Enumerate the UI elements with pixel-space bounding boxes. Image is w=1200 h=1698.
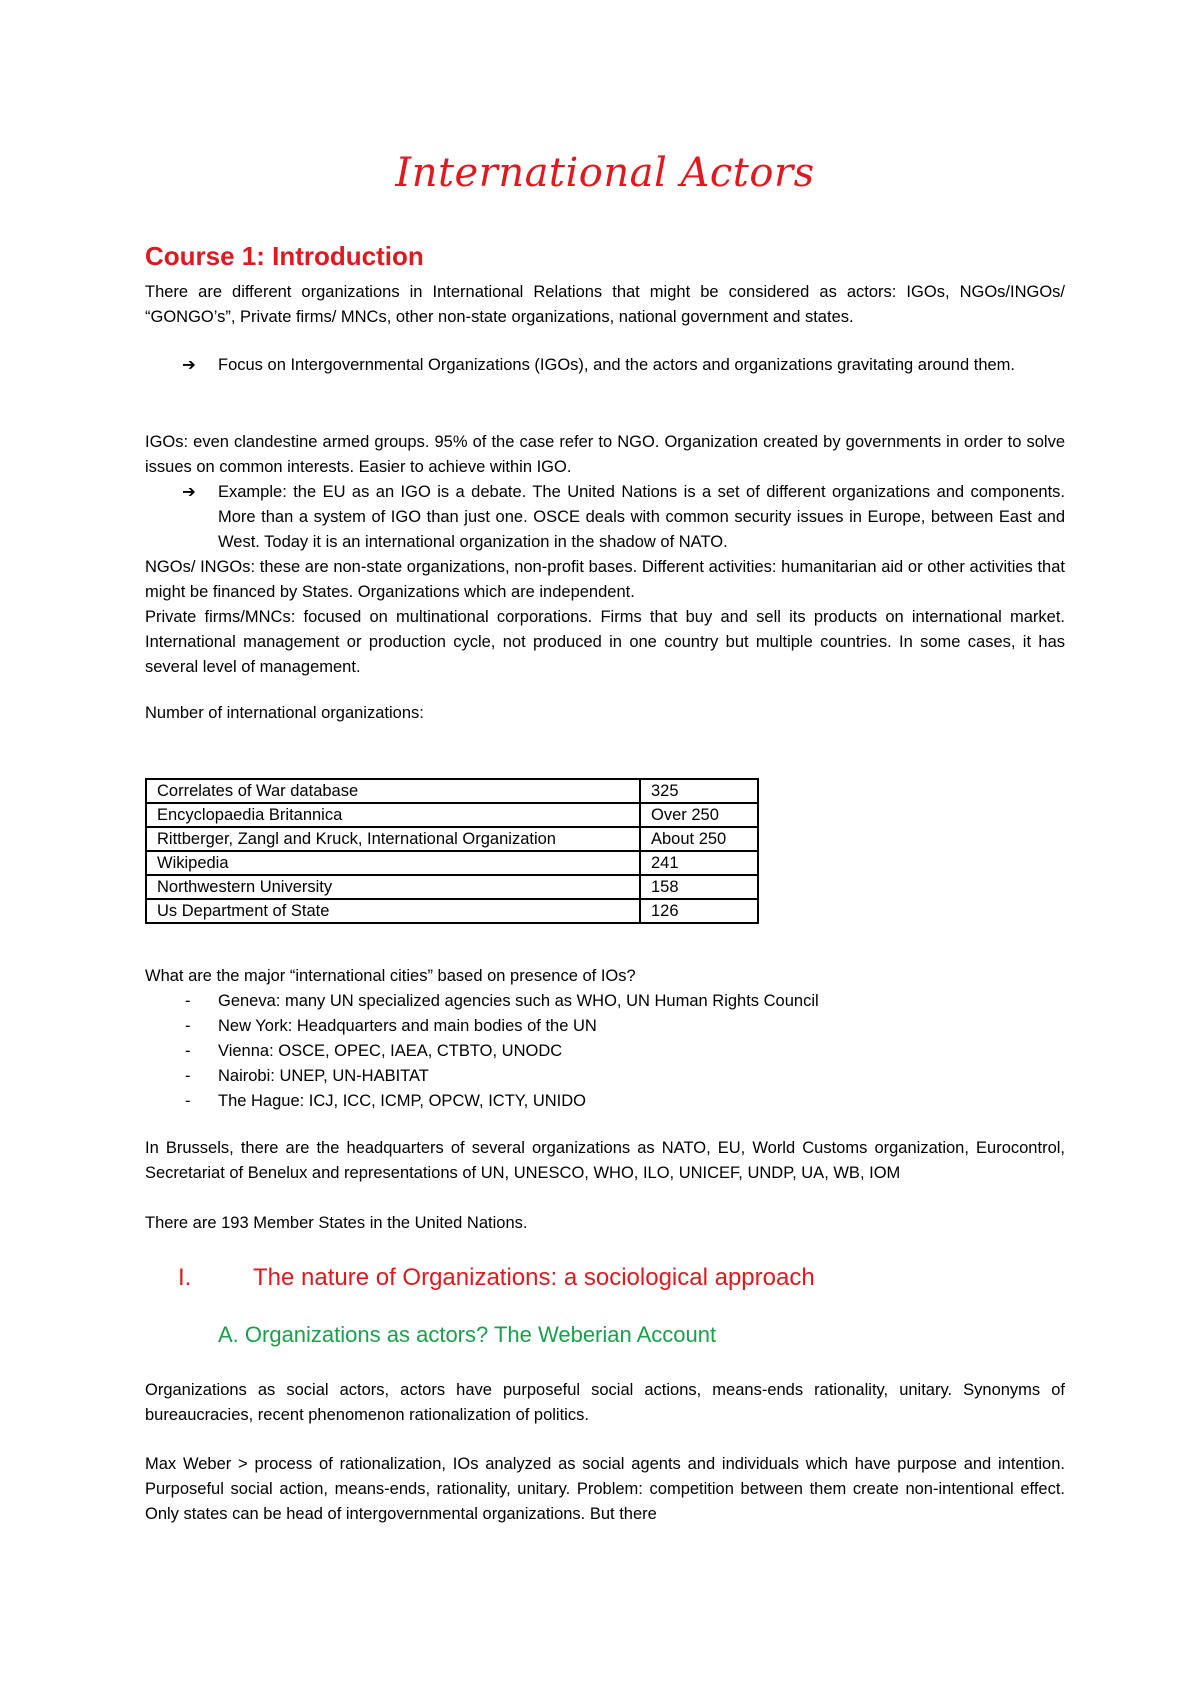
list-item	[145, 1064, 1065, 1089]
member-states-line: There are 193 Member States in the United Nations.	[145, 1214, 528, 1232]
table-cell-source: Rittberger, Zangl and Kruck, International Organization	[146, 827, 640, 851]
subsection-heading: A. Organizations as actors? The Weberian Account	[218, 1322, 717, 1347]
list-item-text: Geneva: many UN specialized agencies such as WHO, UN Human Rights Council	[218, 992, 819, 1010]
table-cell-source: Encyclopaedia Britannica	[146, 803, 640, 827]
igo-paragraph: IGOs: even clandestine armed groups. 95% of the case refer to NGO. Organization created by governments in order to solve issues on common interests. Easier to achieve within IGO.	[145, 433, 1065, 476]
actors-paragraph: Organizations as social actors, actors have purposeful social actions, means-ends rationality, unitary. Synonyms of bureaucracies, recent phenomenon rationalization of politics.	[145, 1381, 1065, 1424]
section-title: The nature of Organizations: a sociological approach	[253, 1264, 815, 1291]
table-row	[146, 899, 758, 923]
list-item	[145, 989, 1065, 1014]
arrow-icon: ➔	[182, 483, 196, 501]
table-cell-count: About 250	[640, 827, 758, 851]
list-item	[145, 1014, 1065, 1039]
list-item-text: New York: Headquarters and main bodies of the UN	[218, 1017, 597, 1035]
table-cell-count: 158	[640, 875, 758, 899]
table-cell-count: 126	[640, 899, 758, 923]
table-cell-count: 241	[640, 851, 758, 875]
cities-question: What are the major “international cities” based on presence of IOs?	[145, 967, 636, 985]
table-row	[146, 851, 758, 875]
table-cell-source: Us Department of State	[146, 899, 640, 923]
intro-bullet	[182, 353, 1065, 378]
table-cell-source: Northwestern University	[146, 875, 640, 899]
weber-paragraph: Max Weber > process of rationalization, IOs analyzed as social agents and individuals which have purpose and intention. Purposeful social action, means-ends, rationality, unitary. Problem: competition between them create non-intentional effect. Only states can be head of intergovernmental organizations. But there	[145, 1455, 1065, 1523]
document-title: International Actors	[395, 150, 815, 196]
table-row	[146, 875, 758, 899]
intro-bullet-text: Focus on Intergovernmental Organizations (IGOs), and the actors and organizations gravitating around them.	[218, 356, 1016, 374]
list-item-text: Vienna: OSCE, OPEC, IAEA, CTBTO, UNODC	[218, 1042, 563, 1060]
table-row	[146, 803, 758, 827]
table-row	[146, 779, 758, 803]
course-heading: Course 1: Introduction	[145, 241, 424, 271]
dash-bullet: -	[185, 1042, 191, 1060]
ngo-paragraph: NGOs/ INGOs: these are non-state organizations, non-profit bases. Different activities: humanitarian aid or other activities that might be financed by States. Organizations which are independent.	[145, 558, 1065, 601]
list-item	[145, 1089, 1065, 1114]
brussels-paragraph: In Brussels, there are the headquarters of several organizations as NATO, EU, World Customs organization, Eurocontrol, Secretariat of Benelux and representations of UN, UNESCO, WHO, ILO, UNICEF, UNDP, UA, WB, IOM	[145, 1139, 1065, 1182]
dash-bullet: -	[185, 1092, 191, 1110]
table-cell-source: Correlates of War database	[146, 779, 640, 803]
dash-bullet: -	[185, 992, 191, 1010]
arrow-icon: ➔	[182, 356, 196, 374]
section-number: I.	[178, 1264, 192, 1291]
mnc-paragraph: Private firms/MNCs: focused on multinational corporations. Firms that buy and sell its products on international market. International management or production cycle, not produced in one country but multiple countries. In some cases, it has several level of management.	[145, 608, 1065, 676]
dash-bullet: -	[185, 1017, 191, 1035]
igo-bullet	[182, 480, 1065, 555]
table-cell-count: 325	[640, 779, 758, 803]
list-item	[145, 1039, 1065, 1064]
igo-bullet-text: Example: the EU as an IGO is a debate. The United Nations is a set of different organizations and components. More than a system of IGO than just one. OSCE deals with common security issues in Europe, between East and West. Today it is an international organization in the shadow of NATO.	[218, 483, 1065, 551]
table-cell-count: Over 250	[640, 803, 758, 827]
number-label: Number of international organizations:	[145, 704, 424, 722]
list-item-text: The Hague: ICJ, ICC, ICMP, OPCW, ICTY, UNIDO	[218, 1092, 586, 1110]
intro-paragraph: There are different organizations in International Relations that might be considered as actors: IGOs, NGOs/INGOs/ “GONGO’s”, Private firms/ MNCs, other non-state organizations, national government and states.	[145, 283, 1065, 326]
cities-list	[145, 989, 1065, 1114]
list-item-text: Nairobi: UNEP, UN-HABITAT	[218, 1067, 429, 1085]
organizations-table	[145, 778, 759, 924]
table-cell-source: Wikipedia	[146, 851, 640, 875]
table-row	[146, 827, 758, 851]
dash-bullet: -	[185, 1067, 191, 1085]
